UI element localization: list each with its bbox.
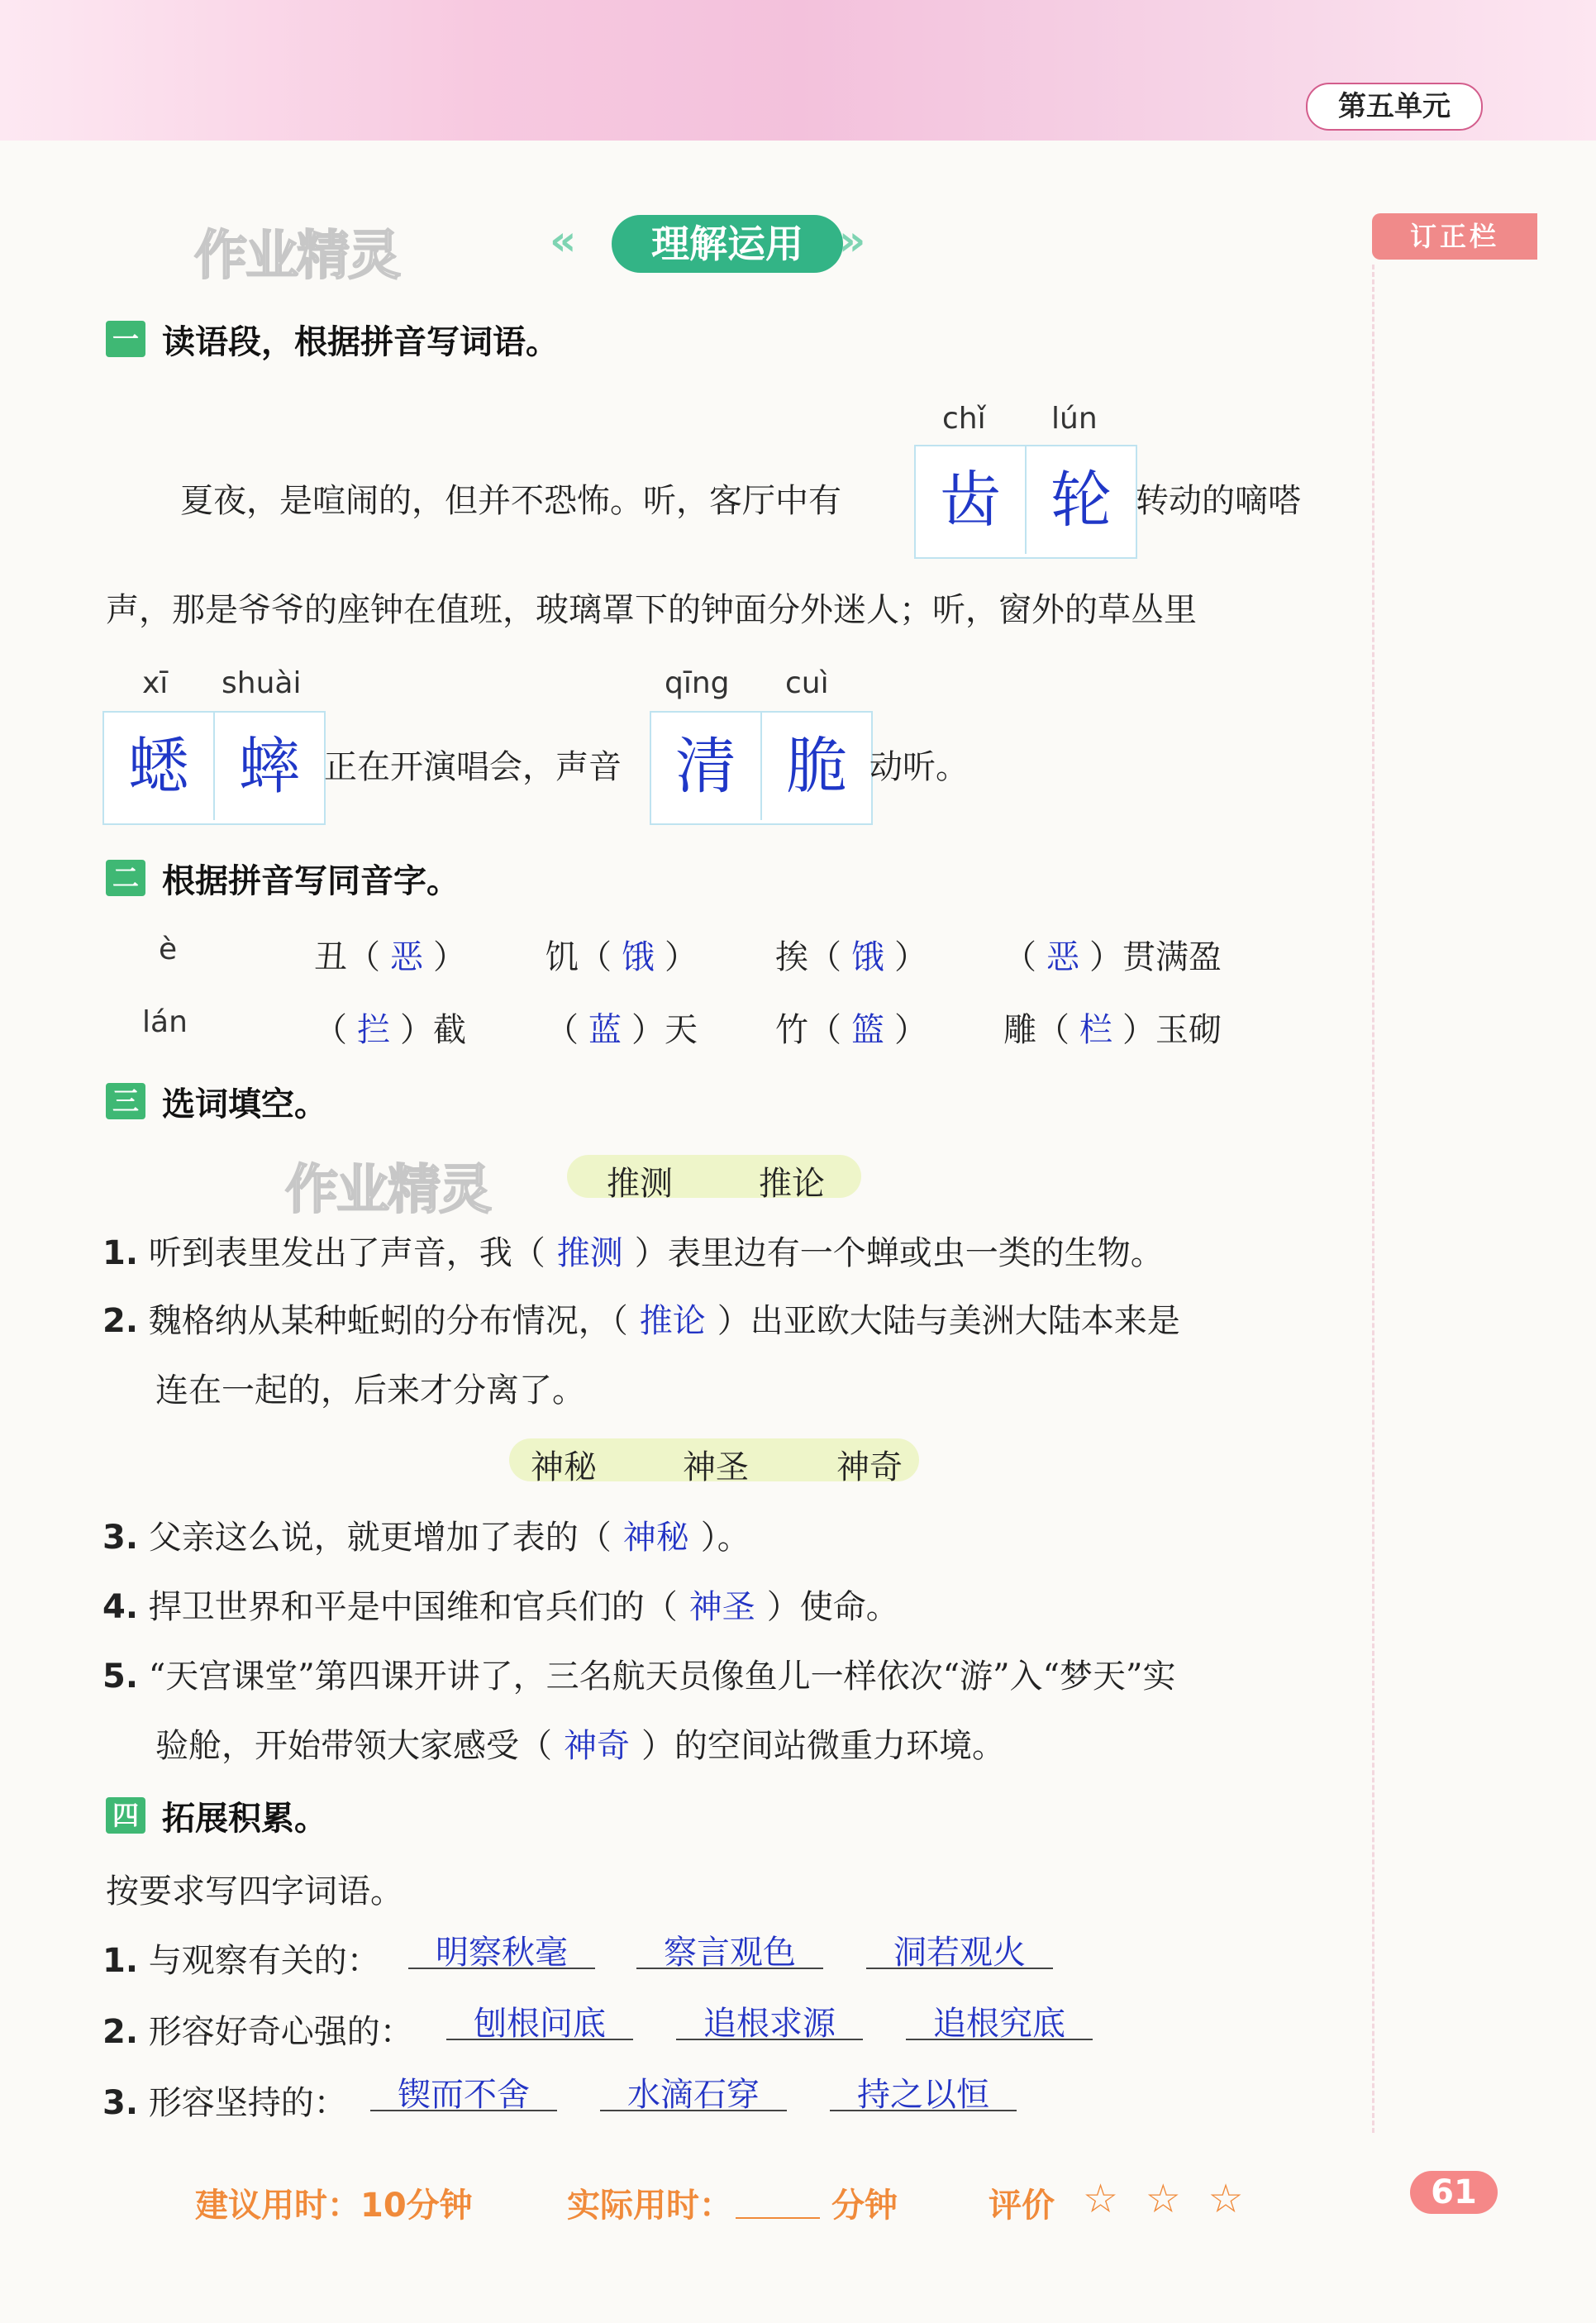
sentence-2-cont: 连在一起的，后来才分离了。 xyxy=(155,1371,585,1410)
question-title-1: 读语段，根据拼音写词语。 xyxy=(162,323,559,361)
rating-label: 评价 xyxy=(989,2187,1055,2225)
answer-line[interactable]: 水滴石穿 xyxy=(600,2068,787,2111)
answer-box[interactable] xyxy=(650,711,873,825)
passage-text: 夏夜，是喧闹的，但并不恐怖。听，客厅中有 xyxy=(180,482,841,520)
word-option: 神圣 xyxy=(683,1448,749,1486)
answer-line[interactable]: 锲而不舍 xyxy=(370,2068,557,2111)
answer-line[interactable]: 追根求源 xyxy=(676,1997,863,2040)
page-number: 61 xyxy=(1410,2171,1498,2214)
answer-char: 蟋 xyxy=(104,713,215,820)
pinyin: shuài xyxy=(222,666,302,700)
section-title: 理解运用 xyxy=(612,215,843,273)
actual-time-blank[interactable] xyxy=(736,2217,820,2219)
sentence-5-cont: 验舱，开始带领大家感受（ 神奇 ）的空间站微重力环境。 xyxy=(155,1727,1005,1765)
chevron-right-icon: » xyxy=(839,217,866,265)
pinyin: chǐ xyxy=(942,402,986,436)
answer-line[interactable]: 洞若观火 xyxy=(866,1926,1053,1969)
homophone-item: 挨（ 饿 ） xyxy=(775,938,927,976)
pinyin: cuì xyxy=(785,666,829,700)
pinyin: lán xyxy=(142,1005,188,1039)
pinyin: è xyxy=(159,933,178,966)
answer-char: 脆 xyxy=(786,731,847,802)
homophone-item: 丑（ 恶 ） xyxy=(314,938,466,976)
actual-time-label: 实际用时： xyxy=(567,2187,732,2225)
sentence-3: 3. 父亲这么说，就更增加了表的（ 神秘 ）。 xyxy=(102,1519,750,1557)
passage-text: 正在开演唱会，声音 xyxy=(324,748,622,786)
question-number-3: 三 xyxy=(106,1083,145,1119)
homophone-item: （ 恶 ）贯满盈 xyxy=(1003,938,1222,976)
pinyin: lún xyxy=(1051,402,1098,436)
q4-item-3-label: 3. 形容坚持的： xyxy=(102,2084,347,2122)
answer-box[interactable] xyxy=(102,711,326,825)
sentence-1: 1. 听到表里发出了声音，我（ 推测 ）表里边有一个蝉或虫一类的生物。 xyxy=(102,1234,1164,1272)
q4-item-2-label: 2. 形容好奇心强的： xyxy=(102,2013,413,2051)
pinyin: qīng xyxy=(665,666,730,700)
question-title-4: 拓展积累。 xyxy=(162,1800,327,1838)
question-number-2: 二 xyxy=(106,860,145,896)
question-number-4: 四 xyxy=(106,1797,145,1834)
passage-text: 转动的嘀嗒 xyxy=(1136,482,1301,520)
homophone-item: （ 蓝 ）天 xyxy=(545,1011,698,1049)
question-title-2: 根据拼音写同音字。 xyxy=(162,862,460,900)
watermark-top: 作业精灵 xyxy=(194,226,399,287)
answer-char: 清 xyxy=(651,713,762,820)
answer-box[interactable] xyxy=(914,445,1137,559)
correction-column-divider xyxy=(1372,265,1374,2133)
unit-label: 第五单元 xyxy=(1306,83,1483,131)
sentence-4: 4. 捍卫世界和平是中国维和官兵们的（ 神圣 ）使命。 xyxy=(102,1588,899,1626)
answer-line[interactable]: 追根究底 xyxy=(906,1997,1093,2040)
minutes-label: 分钟 xyxy=(831,2187,898,2225)
pinyin: xī xyxy=(142,666,169,700)
word-option: 神秘 xyxy=(531,1448,597,1486)
answer-line[interactable]: 察言观色 xyxy=(636,1926,823,1969)
q4-intro: 按要求写四字词语。 xyxy=(106,1872,403,1910)
rating-stars-icon[interactable]: ☆ ☆ ☆ xyxy=(1083,2176,1251,2222)
word-option: 推测 xyxy=(607,1165,673,1203)
sentence-5: 5. “天宫课堂”第四课开讲了，三名航天员像鱼儿一样依次“游”入“梦天”实 xyxy=(102,1658,1176,1696)
answer-char: 齿 xyxy=(916,446,1027,554)
watermark-mid: 作业精灵 xyxy=(285,1160,490,1221)
answer-line[interactable]: 持之以恒 xyxy=(830,2068,1017,2111)
homophone-item: 雕（ 栏 ）玉砌 xyxy=(1003,1011,1222,1049)
sentence-2: 2. 魏格纳从某种蚯蚓的分布情况，（ 推论 ）出亚欧大陆与美洲大陆本来是 xyxy=(102,1302,1180,1340)
answer-char: 轮 xyxy=(1051,465,1112,536)
answer-line[interactable]: 刨根问底 xyxy=(446,1997,633,2040)
correction-column-tab: 订正栏 xyxy=(1372,213,1537,260)
word-option: 推论 xyxy=(759,1165,825,1203)
suggested-time: 建议用时：10分钟 xyxy=(195,2187,473,2225)
passage-text: 声，那是爷爷的座钟在值班，玻璃罩下的钟面分外迷人；听，窗外的草丛里 xyxy=(106,591,1197,629)
answer-char: 蟀 xyxy=(239,731,300,802)
homophone-item: （ 拦 ）截 xyxy=(314,1011,466,1049)
passage-text: 动听。 xyxy=(869,748,969,786)
chevron-left-icon: « xyxy=(550,217,577,265)
question-title-3: 选词填空。 xyxy=(162,1085,327,1123)
word-option: 神奇 xyxy=(836,1448,903,1486)
homophone-item: 竹（ 篮 ） xyxy=(775,1011,927,1049)
answer-line[interactable]: 明察秋毫 xyxy=(408,1926,595,1969)
q4-item-1-label: 1. 与观察有关的： xyxy=(102,1942,380,1980)
homophone-item: 饥（ 饿 ） xyxy=(545,938,698,976)
question-number-1: 一 xyxy=(106,321,145,357)
